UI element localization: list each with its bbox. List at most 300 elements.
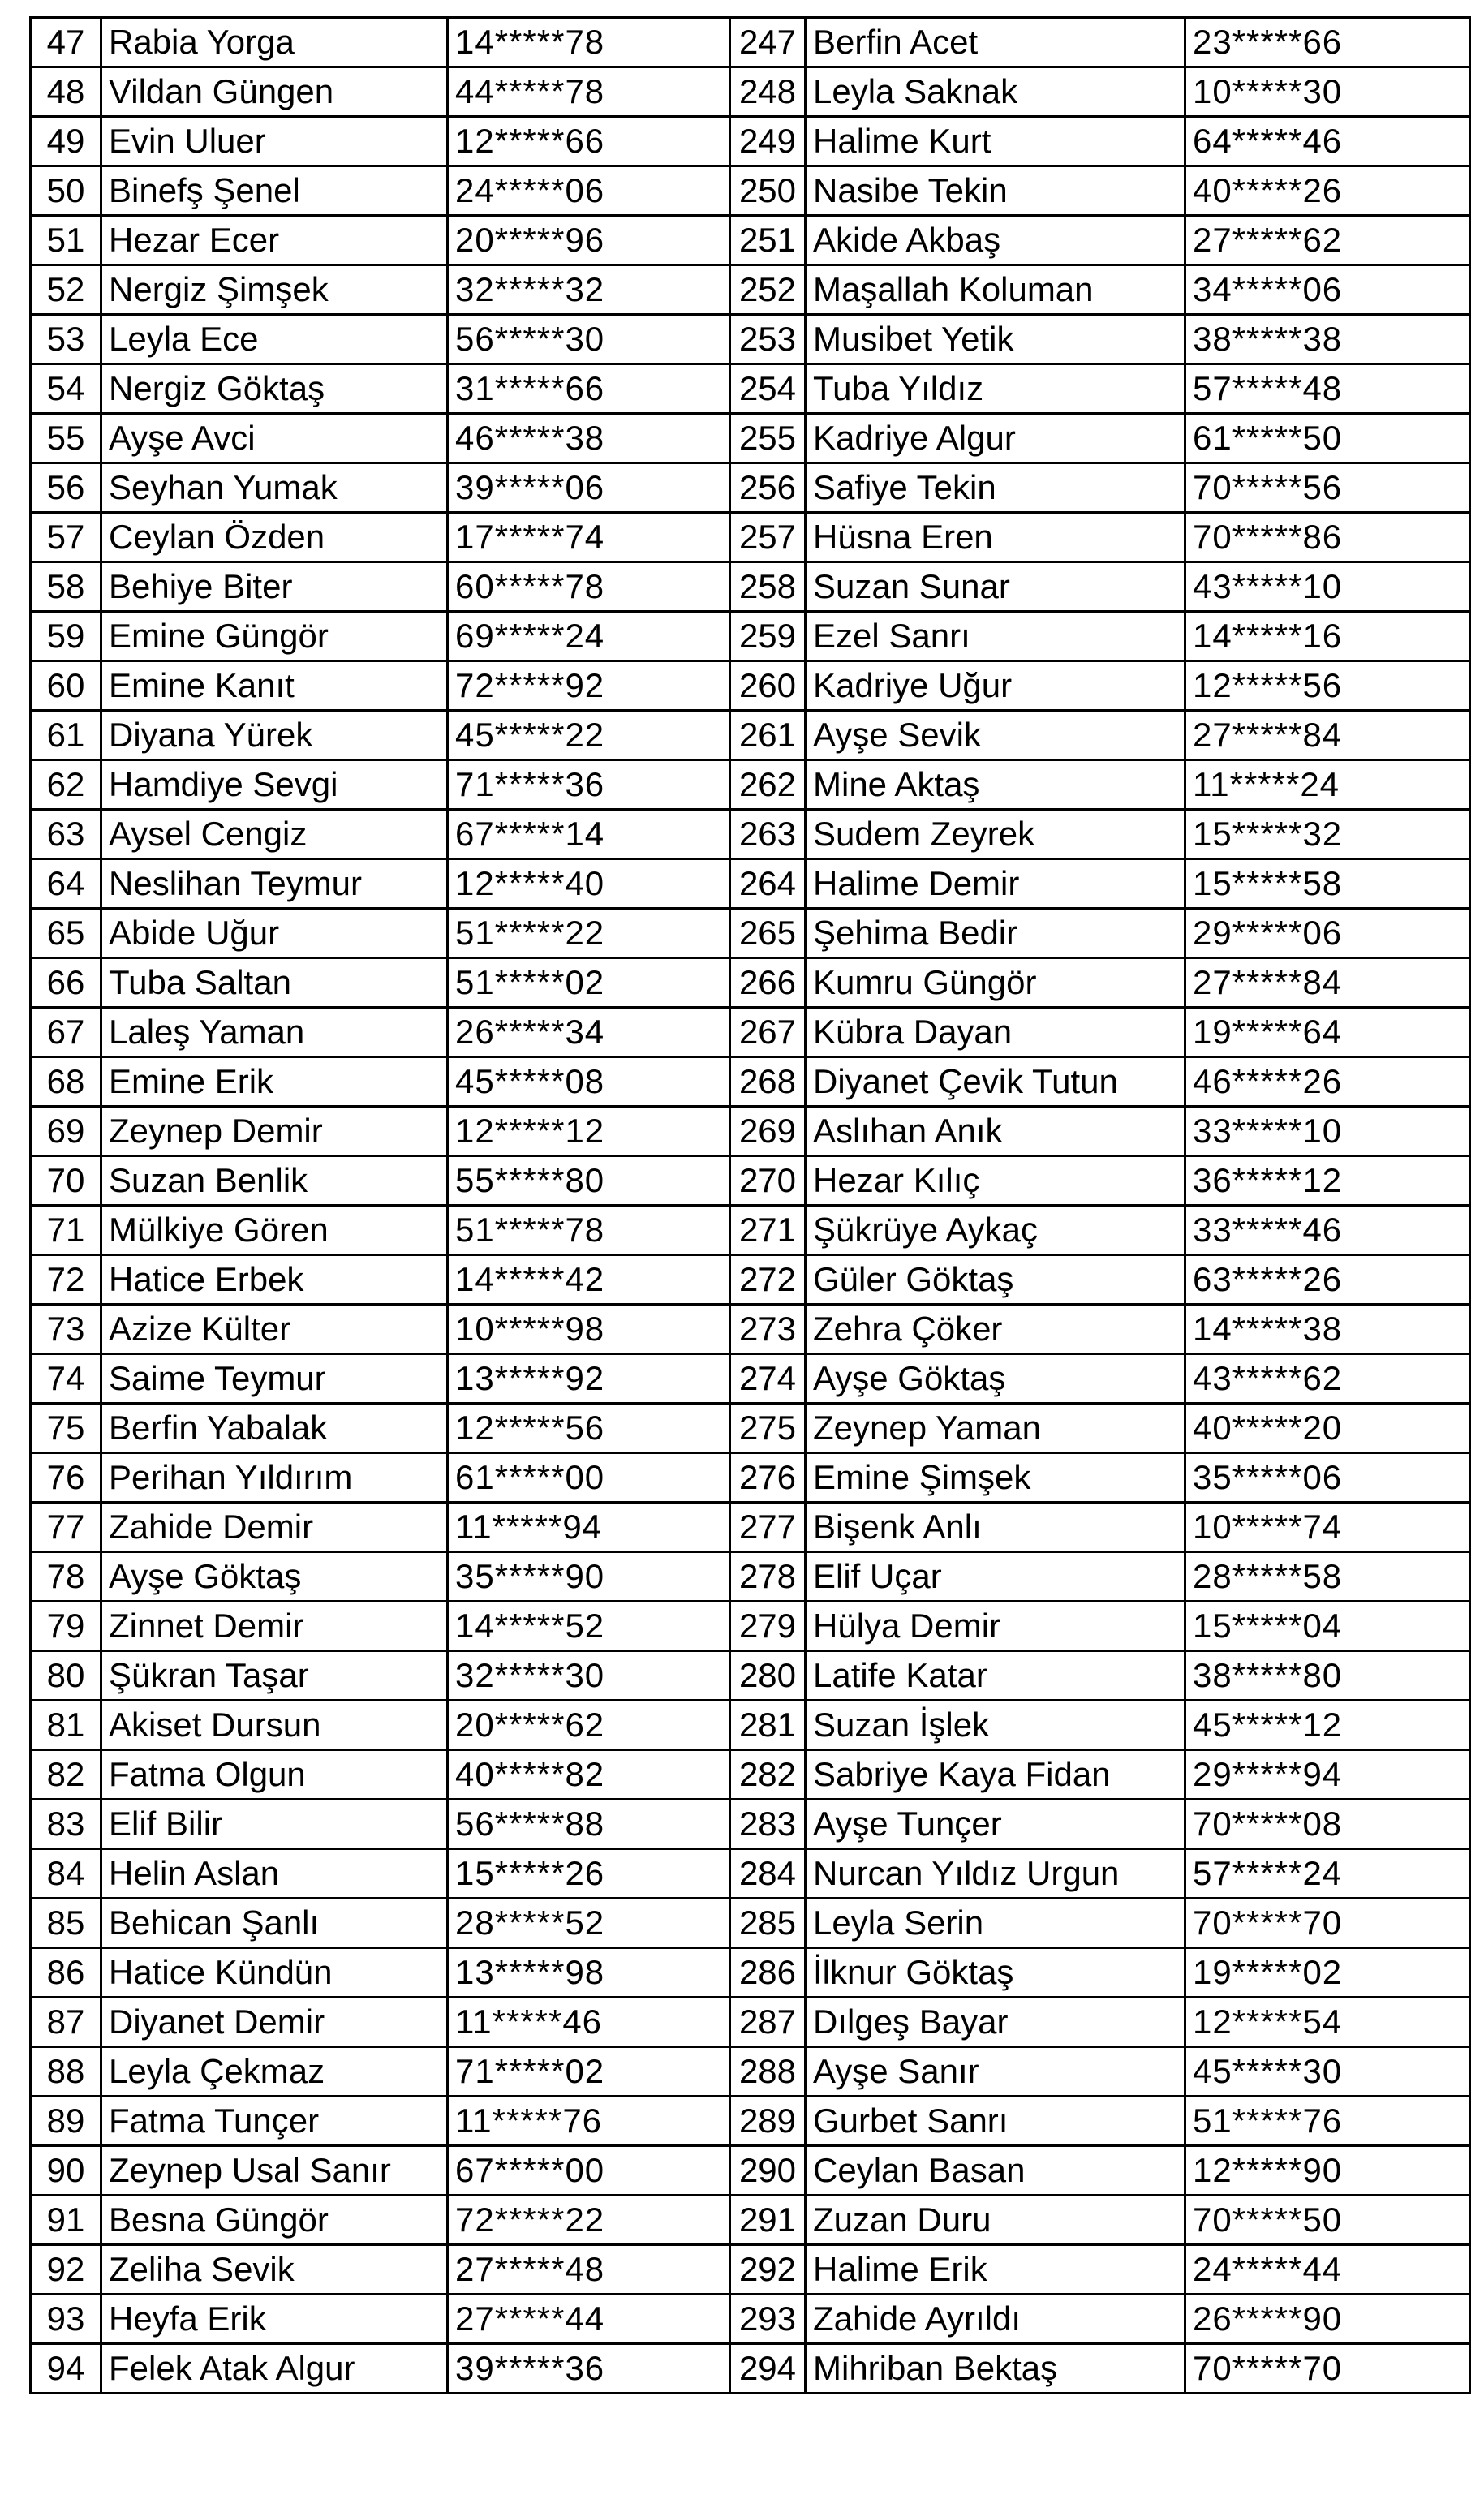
right-masked-id-cell: 34*****06 bbox=[1185, 265, 1470, 315]
left-person-name-cell: Saime Teymur bbox=[101, 1354, 448, 1404]
table-row bbox=[31, 265, 1470, 315]
left-masked-id-cell: 72*****22 bbox=[448, 2196, 730, 2245]
right-person-name-cell: Mihriban Bektaş bbox=[806, 2344, 1185, 2394]
right-row-number-cell: 276 bbox=[730, 1453, 806, 1503]
left-masked-id-cell: 51*****22 bbox=[448, 909, 730, 958]
left-row-number-cell: 94 bbox=[31, 2344, 101, 2394]
left-person-name-cell: Aysel Cengiz bbox=[101, 810, 448, 859]
right-masked-id-cell: 27*****84 bbox=[1185, 711, 1470, 760]
right-masked-id-cell: 12*****56 bbox=[1185, 661, 1470, 711]
table-row bbox=[31, 1503, 1470, 1552]
right-person-name-cell: Hezar Kılıç bbox=[806, 1156, 1185, 1206]
left-row-number-cell: 84 bbox=[31, 1849, 101, 1899]
table-row bbox=[31, 1156, 1470, 1206]
left-masked-id-cell: 20*****62 bbox=[448, 1701, 730, 1750]
right-row-number-cell: 264 bbox=[730, 859, 806, 909]
left-person-name-cell: Laleş Yaman bbox=[101, 1008, 448, 1057]
table-row bbox=[31, 1404, 1470, 1453]
table-row bbox=[31, 1255, 1470, 1305]
left-row-number-cell: 48 bbox=[31, 67, 101, 117]
right-row-number-cell: 283 bbox=[730, 1800, 806, 1849]
name-list-table bbox=[29, 16, 1471, 2394]
left-masked-id-cell: 69*****24 bbox=[448, 612, 730, 661]
right-row-number-cell: 251 bbox=[730, 216, 806, 265]
left-masked-id-cell: 67*****00 bbox=[448, 2146, 730, 2196]
right-masked-id-cell: 64*****46 bbox=[1185, 117, 1470, 166]
right-person-name-cell: Halime Kurt bbox=[806, 117, 1185, 166]
left-masked-id-cell: 15*****26 bbox=[448, 1849, 730, 1899]
right-row-number-cell: 275 bbox=[730, 1404, 806, 1453]
right-masked-id-cell: 57*****48 bbox=[1185, 364, 1470, 414]
right-row-number-cell: 286 bbox=[730, 1948, 806, 1998]
left-masked-id-cell: 20*****96 bbox=[448, 216, 730, 265]
left-person-name-cell: Azize Külter bbox=[101, 1305, 448, 1354]
left-person-name-cell: Berfin Yabalak bbox=[101, 1404, 448, 1453]
left-row-number-cell: 88 bbox=[31, 2047, 101, 2097]
right-row-number-cell: 263 bbox=[730, 810, 806, 859]
right-masked-id-cell: 15*****58 bbox=[1185, 859, 1470, 909]
right-person-name-cell: Dılgeş Bayar bbox=[806, 1998, 1185, 2047]
table-row bbox=[31, 909, 1470, 958]
right-masked-id-cell: 57*****24 bbox=[1185, 1849, 1470, 1899]
right-row-number-cell: 261 bbox=[730, 711, 806, 760]
right-person-name-cell: Suzan İşlek bbox=[806, 1701, 1185, 1750]
left-masked-id-cell: 12*****40 bbox=[448, 859, 730, 909]
right-person-name-cell: Emine Şimşek bbox=[806, 1453, 1185, 1503]
right-person-name-cell: Suzan Sunar bbox=[806, 562, 1185, 612]
left-person-name-cell: Zeynep Usal Sanır bbox=[101, 2146, 448, 2196]
table-row bbox=[31, 2295, 1470, 2344]
table-row bbox=[31, 166, 1470, 216]
left-masked-id-cell: 45*****22 bbox=[448, 711, 730, 760]
right-person-name-cell: Diyanet Çevik Tutun bbox=[806, 1057, 1185, 1107]
right-masked-id-cell: 70*****70 bbox=[1185, 1899, 1470, 1948]
left-row-number-cell: 73 bbox=[31, 1305, 101, 1354]
right-row-number-cell: 271 bbox=[730, 1206, 806, 1255]
table-row bbox=[31, 1899, 1470, 1948]
right-masked-id-cell: 24*****44 bbox=[1185, 2245, 1470, 2295]
left-masked-id-cell: 56*****30 bbox=[448, 315, 730, 364]
right-row-number-cell: 273 bbox=[730, 1305, 806, 1354]
table-row bbox=[31, 859, 1470, 909]
right-person-name-cell: Halime Erik bbox=[806, 2245, 1185, 2295]
table-row bbox=[31, 711, 1470, 760]
table-row bbox=[31, 1552, 1470, 1602]
left-masked-id-cell: 10*****98 bbox=[448, 1305, 730, 1354]
right-person-name-cell: Nurcan Yıldız Urgun bbox=[806, 1849, 1185, 1899]
left-person-name-cell: Akiset Dursun bbox=[101, 1701, 448, 1750]
left-person-name-cell: Fatma Tunçer bbox=[101, 2097, 448, 2146]
left-masked-id-cell: 13*****92 bbox=[448, 1354, 730, 1404]
right-masked-id-cell: 10*****74 bbox=[1185, 1503, 1470, 1552]
right-person-name-cell: Leyla Serin bbox=[806, 1899, 1185, 1948]
right-person-name-cell: Maşallah Koluman bbox=[806, 265, 1185, 315]
left-masked-id-cell: 71*****36 bbox=[448, 760, 730, 810]
right-masked-id-cell: 12*****54 bbox=[1185, 1998, 1470, 2047]
left-masked-id-cell: 11*****94 bbox=[448, 1503, 730, 1552]
right-masked-id-cell: 19*****64 bbox=[1185, 1008, 1470, 1057]
right-person-name-cell: Zeynep Yaman bbox=[806, 1404, 1185, 1453]
right-row-number-cell: 258 bbox=[730, 562, 806, 612]
left-row-number-cell: 63 bbox=[31, 810, 101, 859]
left-masked-id-cell: 28*****52 bbox=[448, 1899, 730, 1948]
right-row-number-cell: 290 bbox=[730, 2146, 806, 2196]
right-person-name-cell: Kumru Güngör bbox=[806, 958, 1185, 1008]
left-masked-id-cell: 72*****92 bbox=[448, 661, 730, 711]
left-row-number-cell: 81 bbox=[31, 1701, 101, 1750]
left-row-number-cell: 65 bbox=[31, 909, 101, 958]
table-row bbox=[31, 1750, 1470, 1800]
right-row-number-cell: 280 bbox=[730, 1651, 806, 1701]
table-row bbox=[31, 1998, 1470, 2047]
table-row bbox=[31, 612, 1470, 661]
right-row-number-cell: 250 bbox=[730, 166, 806, 216]
left-row-number-cell: 66 bbox=[31, 958, 101, 1008]
right-masked-id-cell: 15*****04 bbox=[1185, 1602, 1470, 1651]
table-row bbox=[31, 117, 1470, 166]
right-person-name-cell: Akide Akbaş bbox=[806, 216, 1185, 265]
table-row bbox=[31, 1602, 1470, 1651]
right-person-name-cell: Kadriye Uğur bbox=[806, 661, 1185, 711]
right-person-name-cell: İlknur Göktaş bbox=[806, 1948, 1185, 1998]
table-row bbox=[31, 810, 1470, 859]
right-person-name-cell: Nasibe Tekin bbox=[806, 166, 1185, 216]
table-row bbox=[31, 1008, 1470, 1057]
right-row-number-cell: 279 bbox=[730, 1602, 806, 1651]
right-row-number-cell: 262 bbox=[730, 760, 806, 810]
right-row-number-cell: 267 bbox=[730, 1008, 806, 1057]
left-masked-id-cell: 39*****36 bbox=[448, 2344, 730, 2394]
table-row bbox=[31, 1354, 1470, 1404]
table-row bbox=[31, 2196, 1470, 2245]
left-row-number-cell: 78 bbox=[31, 1552, 101, 1602]
left-person-name-cell: Vildan Güngen bbox=[101, 67, 448, 117]
left-person-name-cell: Rabia Yorga bbox=[101, 18, 448, 67]
left-person-name-cell: Emine Kanıt bbox=[101, 661, 448, 711]
left-row-number-cell: 91 bbox=[31, 2196, 101, 2245]
left-person-name-cell: Zeliha Sevik bbox=[101, 2245, 448, 2295]
left-masked-id-cell: 32*****30 bbox=[448, 1651, 730, 1701]
left-row-number-cell: 86 bbox=[31, 1948, 101, 1998]
left-row-number-cell: 85 bbox=[31, 1899, 101, 1948]
left-row-number-cell: 64 bbox=[31, 859, 101, 909]
right-masked-id-cell: 40*****26 bbox=[1185, 166, 1470, 216]
right-row-number-cell: 293 bbox=[730, 2295, 806, 2344]
right-person-name-cell: Aslıhan Anık bbox=[806, 1107, 1185, 1156]
left-person-name-cell: Hamdiye Sevgi bbox=[101, 760, 448, 810]
left-row-number-cell: 74 bbox=[31, 1354, 101, 1404]
left-row-number-cell: 55 bbox=[31, 414, 101, 463]
right-row-number-cell: 278 bbox=[730, 1552, 806, 1602]
left-row-number-cell: 82 bbox=[31, 1750, 101, 1800]
right-masked-id-cell: 45*****30 bbox=[1185, 2047, 1470, 2097]
right-person-name-cell: Safiye Tekin bbox=[806, 463, 1185, 513]
right-masked-id-cell: 19*****02 bbox=[1185, 1948, 1470, 1998]
left-row-number-cell: 51 bbox=[31, 216, 101, 265]
table-row bbox=[31, 2245, 1470, 2295]
left-row-number-cell: 68 bbox=[31, 1057, 101, 1107]
right-person-name-cell: Güler Göktaş bbox=[806, 1255, 1185, 1305]
left-person-name-cell: Neslihan Teymur bbox=[101, 859, 448, 909]
right-masked-id-cell: 10*****30 bbox=[1185, 67, 1470, 117]
right-person-name-cell: Halime Demir bbox=[806, 859, 1185, 909]
right-person-name-cell: Zehra Çöker bbox=[806, 1305, 1185, 1354]
left-person-name-cell: Şükran Taşar bbox=[101, 1651, 448, 1701]
left-row-number-cell: 52 bbox=[31, 265, 101, 315]
left-row-number-cell: 93 bbox=[31, 2295, 101, 2344]
left-person-name-cell: Helin Aslan bbox=[101, 1849, 448, 1899]
right-masked-id-cell: 70*****70 bbox=[1185, 2344, 1470, 2394]
right-masked-id-cell: 51*****76 bbox=[1185, 2097, 1470, 2146]
left-person-name-cell: Emine Güngör bbox=[101, 612, 448, 661]
left-person-name-cell: Hezar Ecer bbox=[101, 216, 448, 265]
left-person-name-cell: Leyla Çekmaz bbox=[101, 2047, 448, 2097]
right-masked-id-cell: 28*****58 bbox=[1185, 1552, 1470, 1602]
right-row-number-cell: 274 bbox=[730, 1354, 806, 1404]
left-row-number-cell: 53 bbox=[31, 315, 101, 364]
left-row-number-cell: 77 bbox=[31, 1503, 101, 1552]
table-row bbox=[31, 1107, 1470, 1156]
left-masked-id-cell: 60*****78 bbox=[448, 562, 730, 612]
table-row bbox=[31, 364, 1470, 414]
right-person-name-cell: Ayşe Sevik bbox=[806, 711, 1185, 760]
right-person-name-cell: Ayşe Sanır bbox=[806, 2047, 1185, 2097]
right-person-name-cell: Mine Aktaş bbox=[806, 760, 1185, 810]
right-person-name-cell: Sabriye Kaya Fidan bbox=[806, 1750, 1185, 1800]
left-person-name-cell: Nergiz Göktaş bbox=[101, 364, 448, 414]
right-row-number-cell: 248 bbox=[730, 67, 806, 117]
table-row bbox=[31, 1305, 1470, 1354]
right-masked-id-cell: 36*****12 bbox=[1185, 1156, 1470, 1206]
left-row-number-cell: 49 bbox=[31, 117, 101, 166]
table-row bbox=[31, 463, 1470, 513]
left-person-name-cell: Felek Atak Algur bbox=[101, 2344, 448, 2394]
right-masked-id-cell: 27*****84 bbox=[1185, 958, 1470, 1008]
right-row-number-cell: 277 bbox=[730, 1503, 806, 1552]
right-masked-id-cell: 63*****26 bbox=[1185, 1255, 1470, 1305]
left-person-name-cell: Besna Güngör bbox=[101, 2196, 448, 2245]
right-masked-id-cell: 33*****10 bbox=[1185, 1107, 1470, 1156]
right-masked-id-cell: 26*****90 bbox=[1185, 2295, 1470, 2344]
left-row-number-cell: 89 bbox=[31, 2097, 101, 2146]
right-row-number-cell: 253 bbox=[730, 315, 806, 364]
left-masked-id-cell: 71*****02 bbox=[448, 2047, 730, 2097]
left-masked-id-cell: 12*****12 bbox=[448, 1107, 730, 1156]
table-row bbox=[31, 414, 1470, 463]
right-masked-id-cell: 14*****16 bbox=[1185, 612, 1470, 661]
right-masked-id-cell: 40*****20 bbox=[1185, 1404, 1470, 1453]
right-row-number-cell: 292 bbox=[730, 2245, 806, 2295]
left-masked-id-cell: 11*****46 bbox=[448, 1998, 730, 2047]
left-row-number-cell: 47 bbox=[31, 18, 101, 67]
right-row-number-cell: 281 bbox=[730, 1701, 806, 1750]
left-person-name-cell: Ayşe Avci bbox=[101, 414, 448, 463]
right-masked-id-cell: 61*****50 bbox=[1185, 414, 1470, 463]
right-masked-id-cell: 46*****26 bbox=[1185, 1057, 1470, 1107]
right-person-name-cell: Zuzan Duru bbox=[806, 2196, 1185, 2245]
left-masked-id-cell: 17*****74 bbox=[448, 513, 730, 562]
right-masked-id-cell: 33*****46 bbox=[1185, 1206, 1470, 1255]
left-masked-id-cell: 14*****78 bbox=[448, 18, 730, 67]
left-row-number-cell: 70 bbox=[31, 1156, 101, 1206]
left-masked-id-cell: 40*****82 bbox=[448, 1750, 730, 1800]
right-person-name-cell: Elif Uçar bbox=[806, 1552, 1185, 1602]
right-row-number-cell: 247 bbox=[730, 18, 806, 67]
table-row bbox=[31, 1849, 1470, 1899]
table-row bbox=[31, 1206, 1470, 1255]
right-person-name-cell: Tuba Yıldız bbox=[806, 364, 1185, 414]
left-masked-id-cell: 13*****98 bbox=[448, 1948, 730, 1998]
right-masked-id-cell: 27*****62 bbox=[1185, 216, 1470, 265]
right-masked-id-cell: 35*****06 bbox=[1185, 1453, 1470, 1503]
left-person-name-cell: Mülkiye Gören bbox=[101, 1206, 448, 1255]
right-row-number-cell: 285 bbox=[730, 1899, 806, 1948]
left-person-name-cell: Hatice Erbek bbox=[101, 1255, 448, 1305]
right-masked-id-cell: 38*****80 bbox=[1185, 1651, 1470, 1701]
table-row bbox=[31, 1701, 1470, 1750]
left-row-number-cell: 57 bbox=[31, 513, 101, 562]
left-row-number-cell: 80 bbox=[31, 1651, 101, 1701]
table-row bbox=[31, 2344, 1470, 2394]
right-masked-id-cell: 12*****90 bbox=[1185, 2146, 1470, 2196]
left-person-name-cell: Ayşe Göktaş bbox=[101, 1552, 448, 1602]
right-person-name-cell: Gurbet Sanrı bbox=[806, 2097, 1185, 2146]
left-masked-id-cell: 51*****78 bbox=[448, 1206, 730, 1255]
right-person-name-cell: Kadriye Algur bbox=[806, 414, 1185, 463]
left-masked-id-cell: 26*****34 bbox=[448, 1008, 730, 1057]
table-row bbox=[31, 315, 1470, 364]
left-row-number-cell: 54 bbox=[31, 364, 101, 414]
left-masked-id-cell: 12*****56 bbox=[448, 1404, 730, 1453]
left-masked-id-cell: 12*****66 bbox=[448, 117, 730, 166]
right-masked-id-cell: 70*****86 bbox=[1185, 513, 1470, 562]
left-person-name-cell: Leyla Ece bbox=[101, 315, 448, 364]
right-row-number-cell: 288 bbox=[730, 2047, 806, 2097]
right-row-number-cell: 249 bbox=[730, 117, 806, 166]
right-row-number-cell: 252 bbox=[730, 265, 806, 315]
right-person-name-cell: Kübra Dayan bbox=[806, 1008, 1185, 1057]
right-masked-id-cell: 15*****32 bbox=[1185, 810, 1470, 859]
table-row bbox=[31, 67, 1470, 117]
table-row bbox=[31, 513, 1470, 562]
right-person-name-cell: Sudem Zeyrek bbox=[806, 810, 1185, 859]
table-row bbox=[31, 216, 1470, 265]
right-masked-id-cell: 43*****10 bbox=[1185, 562, 1470, 612]
right-row-number-cell: 260 bbox=[730, 661, 806, 711]
right-masked-id-cell: 23*****66 bbox=[1185, 18, 1470, 67]
right-person-name-cell: Latife Katar bbox=[806, 1651, 1185, 1701]
left-person-name-cell: Ceylan Özden bbox=[101, 513, 448, 562]
right-row-number-cell: 272 bbox=[730, 1255, 806, 1305]
left-person-name-cell: Heyfa Erik bbox=[101, 2295, 448, 2344]
left-masked-id-cell: 27*****48 bbox=[448, 2245, 730, 2295]
right-masked-id-cell: 70*****56 bbox=[1185, 463, 1470, 513]
right-person-name-cell: Şükrüye Aykaç bbox=[806, 1206, 1185, 1255]
left-person-name-cell: Zahide Demir bbox=[101, 1503, 448, 1552]
left-row-number-cell: 62 bbox=[31, 760, 101, 810]
left-masked-id-cell: 14*****42 bbox=[448, 1255, 730, 1305]
left-row-number-cell: 61 bbox=[31, 711, 101, 760]
left-row-number-cell: 50 bbox=[31, 166, 101, 216]
right-person-name-cell: Berfin Acet bbox=[806, 18, 1185, 67]
left-row-number-cell: 76 bbox=[31, 1453, 101, 1503]
right-masked-id-cell: 11*****24 bbox=[1185, 760, 1470, 810]
left-row-number-cell: 58 bbox=[31, 562, 101, 612]
right-person-name-cell: Musibet Yetik bbox=[806, 315, 1185, 364]
right-person-name-cell: Ayşe Göktaş bbox=[806, 1354, 1185, 1404]
right-row-number-cell: 289 bbox=[730, 2097, 806, 2146]
right-person-name-cell: Ayşe Tunçer bbox=[806, 1800, 1185, 1849]
right-row-number-cell: 270 bbox=[730, 1156, 806, 1206]
right-person-name-cell: Hülya Demir bbox=[806, 1602, 1185, 1651]
left-masked-id-cell: 35*****90 bbox=[448, 1552, 730, 1602]
left-masked-id-cell: 14*****52 bbox=[448, 1602, 730, 1651]
right-person-name-cell: Hüsna Eren bbox=[806, 513, 1185, 562]
left-person-name-cell: Seyhan Yumak bbox=[101, 463, 448, 513]
right-row-number-cell: 266 bbox=[730, 958, 806, 1008]
table-row bbox=[31, 1453, 1470, 1503]
right-person-name-cell: Şehima Bedir bbox=[806, 909, 1185, 958]
left-row-number-cell: 72 bbox=[31, 1255, 101, 1305]
left-masked-id-cell: 61*****00 bbox=[448, 1453, 730, 1503]
left-row-number-cell: 92 bbox=[31, 2245, 101, 2295]
table-row bbox=[31, 1800, 1470, 1849]
name-list-sheet bbox=[29, 16, 1469, 2394]
right-row-number-cell: 268 bbox=[730, 1057, 806, 1107]
left-masked-id-cell: 31*****66 bbox=[448, 364, 730, 414]
left-masked-id-cell: 46*****38 bbox=[448, 414, 730, 463]
right-row-number-cell: 269 bbox=[730, 1107, 806, 1156]
right-row-number-cell: 284 bbox=[730, 1849, 806, 1899]
right-masked-id-cell: 45*****12 bbox=[1185, 1701, 1470, 1750]
right-masked-id-cell: 14*****38 bbox=[1185, 1305, 1470, 1354]
left-person-name-cell: Zinnet Demir bbox=[101, 1602, 448, 1651]
right-masked-id-cell: 70*****08 bbox=[1185, 1800, 1470, 1849]
left-masked-id-cell: 67*****14 bbox=[448, 810, 730, 859]
left-masked-id-cell: 56*****88 bbox=[448, 1800, 730, 1849]
left-masked-id-cell: 55*****80 bbox=[448, 1156, 730, 1206]
left-masked-id-cell: 24*****06 bbox=[448, 166, 730, 216]
left-row-number-cell: 87 bbox=[31, 1998, 101, 2047]
left-row-number-cell: 75 bbox=[31, 1404, 101, 1453]
left-masked-id-cell: 51*****02 bbox=[448, 958, 730, 1008]
left-person-name-cell: Suzan Benlik bbox=[101, 1156, 448, 1206]
right-row-number-cell: 256 bbox=[730, 463, 806, 513]
table-row bbox=[31, 2146, 1470, 2196]
left-person-name-cell: Perihan Yıldırım bbox=[101, 1453, 448, 1503]
table-row bbox=[31, 18, 1470, 67]
table-row bbox=[31, 2097, 1470, 2146]
left-person-name-cell: Emine Erik bbox=[101, 1057, 448, 1107]
right-masked-id-cell: 70*****50 bbox=[1185, 2196, 1470, 2245]
right-person-name-cell: Ezel Sanrı bbox=[806, 612, 1185, 661]
right-row-number-cell: 259 bbox=[730, 612, 806, 661]
left-masked-id-cell: 32*****32 bbox=[448, 265, 730, 315]
left-masked-id-cell: 45*****08 bbox=[448, 1057, 730, 1107]
right-masked-id-cell: 38*****38 bbox=[1185, 315, 1470, 364]
right-row-number-cell: 287 bbox=[730, 1998, 806, 2047]
left-masked-id-cell: 39*****06 bbox=[448, 463, 730, 513]
left-masked-id-cell: 11*****76 bbox=[448, 2097, 730, 2146]
table-row bbox=[31, 1057, 1470, 1107]
table-row bbox=[31, 562, 1470, 612]
left-row-number-cell: 60 bbox=[31, 661, 101, 711]
right-masked-id-cell: 43*****62 bbox=[1185, 1354, 1470, 1404]
left-person-name-cell: Elif Bilir bbox=[101, 1800, 448, 1849]
left-person-name-cell: Diyanet Demir bbox=[101, 1998, 448, 2047]
right-row-number-cell: 282 bbox=[730, 1750, 806, 1800]
left-row-number-cell: 56 bbox=[31, 463, 101, 513]
